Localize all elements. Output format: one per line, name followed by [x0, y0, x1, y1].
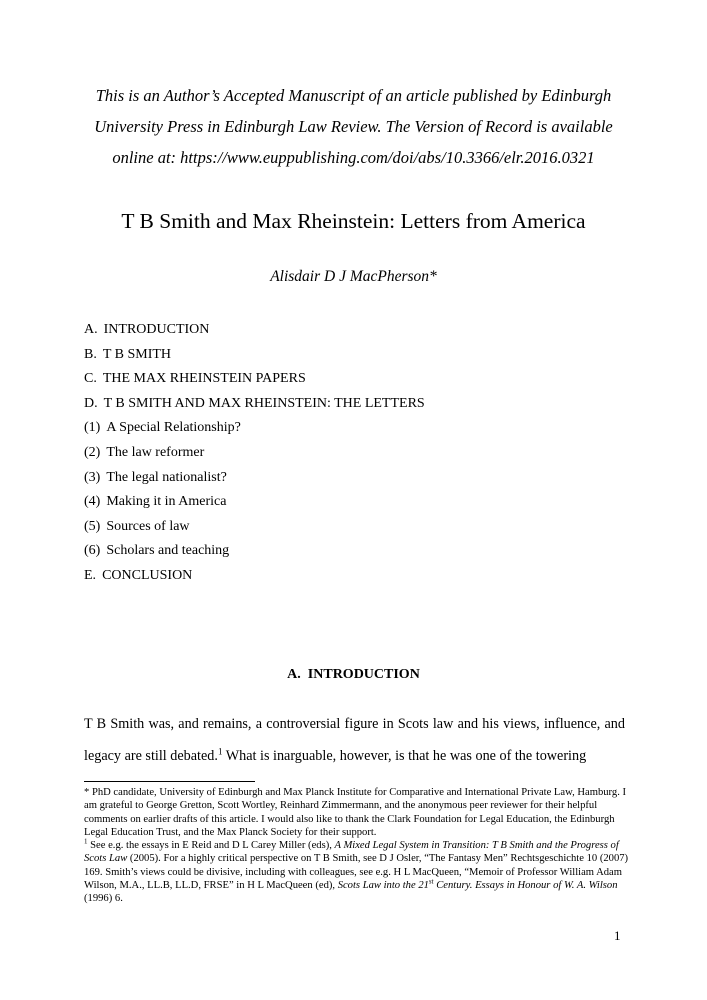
toc-marker: D. [84, 395, 98, 411]
section-title: INTRODUCTION [307, 667, 420, 682]
toc-marker: (4) [84, 494, 101, 510]
toc-item [84, 540, 425, 565]
page-number: 1 [614, 928, 621, 943]
toc-item [84, 344, 425, 369]
toc-marker: (5) [84, 518, 101, 534]
toc-marker: E. [84, 567, 97, 583]
toc-marker: (2) [84, 444, 101, 460]
footnote-1-superscript: st [428, 877, 434, 886]
section-number: A. [287, 667, 301, 682]
footnote-reference[interactable]: 1 [217, 746, 223, 757]
toc-item [84, 417, 425, 442]
toc-label: Sources of law [106, 518, 190, 534]
toc-label: T B SMITH AND MAX RHEINSTEIN: THE LETTERS [103, 395, 425, 411]
footnote-1 [84, 839, 629, 905]
toc-label: CONCLUSION [102, 567, 193, 583]
notice-line-1: This is an Author’s Accepted Manuscript of an article published by Edinburgh [95, 86, 612, 105]
footnote-1-book-title: A Mixed Legal System in Transition: T B Smith and the Progress of Scots Law [84, 840, 619, 865]
footnote-1-text: (1996) 6. [84, 893, 123, 905]
toc-label: Making it in America [106, 494, 227, 510]
toc-item [84, 368, 425, 393]
toc-item [84, 393, 425, 418]
toc-marker: A. [84, 322, 98, 337]
footnote-divider [84, 781, 255, 782]
toc-item [84, 491, 425, 516]
toc-item [84, 565, 425, 590]
table-of-contents [84, 319, 425, 590]
toc-label: The legal nationalist? [106, 469, 227, 485]
author-name: Alisdair D J MacPherson* [270, 268, 437, 285]
notice-line-2: University Press in Edinburgh Law Review. The Version of Record is available [94, 117, 613, 136]
toc-label: INTRODUCTION [103, 322, 210, 337]
footnote-1-title-part: Century. Essays in Honour of W. A. Wilson [433, 880, 618, 892]
footnote-author: * PhD candidate, University of Edinburgh and Max Planck Institute for Comparative and International Private Law, Hamburg. I am grateful to George Gretton, Scott Wortley, Reinhard Zimmermann, and the anonymous peer reviewer for their helpful comments on earlier drafts of this article. I would also like to thank the Clark Foundation for Legal Education, the Edinburgh Legal Education Trust, and the Max Planck Society for their support. [84, 787, 627, 838]
section-heading [0, 665, 707, 685]
footnote-1-marker: 1 [84, 837, 88, 846]
article-title: T B Smith and Max Rheinstein: Letters from America [121, 209, 586, 233]
toc-marker: C. [84, 371, 97, 387]
footnote-1-text: (2005). For a highly critical perspective on T B Smith, see D J Osler, “The Fantasy Men” Rechtsgeschichte 10 (2007) 169. Smith’s views could be divisive, including with colleagues, see e.g. H L MacQueen, “Memoir of Professor William Adam Wilson, M.A., LL.B, LL.D, FRSE” in H L MacQueen (ed), [84, 853, 629, 892]
notice-line-3: online at: https://www.euppublishing.com/doi/abs/10.3366/elr.2016.0321 [112, 148, 595, 167]
toc-label: Scholars and teaching [106, 543, 230, 559]
toc-item [84, 516, 425, 541]
toc-marker: (3) [84, 469, 101, 485]
body-text-end: What is inarguable, however, is that he was one of the towering [222, 748, 587, 764]
footnote-1-title-part: Scots Law into the 21 [337, 880, 429, 892]
publication-notice [60, 80, 647, 173]
footnote-1-text: See e.g. the essays in E Reid and D L Carey Miller (eds), [87, 840, 335, 852]
toc-label: T B SMITH [102, 346, 172, 362]
toc-marker: (1) [84, 420, 101, 436]
toc-marker: B. [84, 346, 97, 362]
body-paragraph [84, 708, 625, 772]
toc-label: A Special Relationship? [106, 420, 241, 436]
toc-marker: (6) [84, 543, 101, 559]
footnote-1-book-title [337, 877, 618, 892]
toc-label: The law reformer [106, 444, 205, 460]
toc-item [84, 319, 425, 344]
toc-item [84, 467, 425, 492]
toc-item [84, 442, 425, 467]
footnotes [84, 786, 629, 906]
toc-label: THE MAX RHEINSTEIN PAPERS [102, 371, 306, 387]
body-text-start: T B Smith was, and remains, a controversial figure in Scots law and his views, influence, and legacy are still debated. [84, 716, 625, 764]
